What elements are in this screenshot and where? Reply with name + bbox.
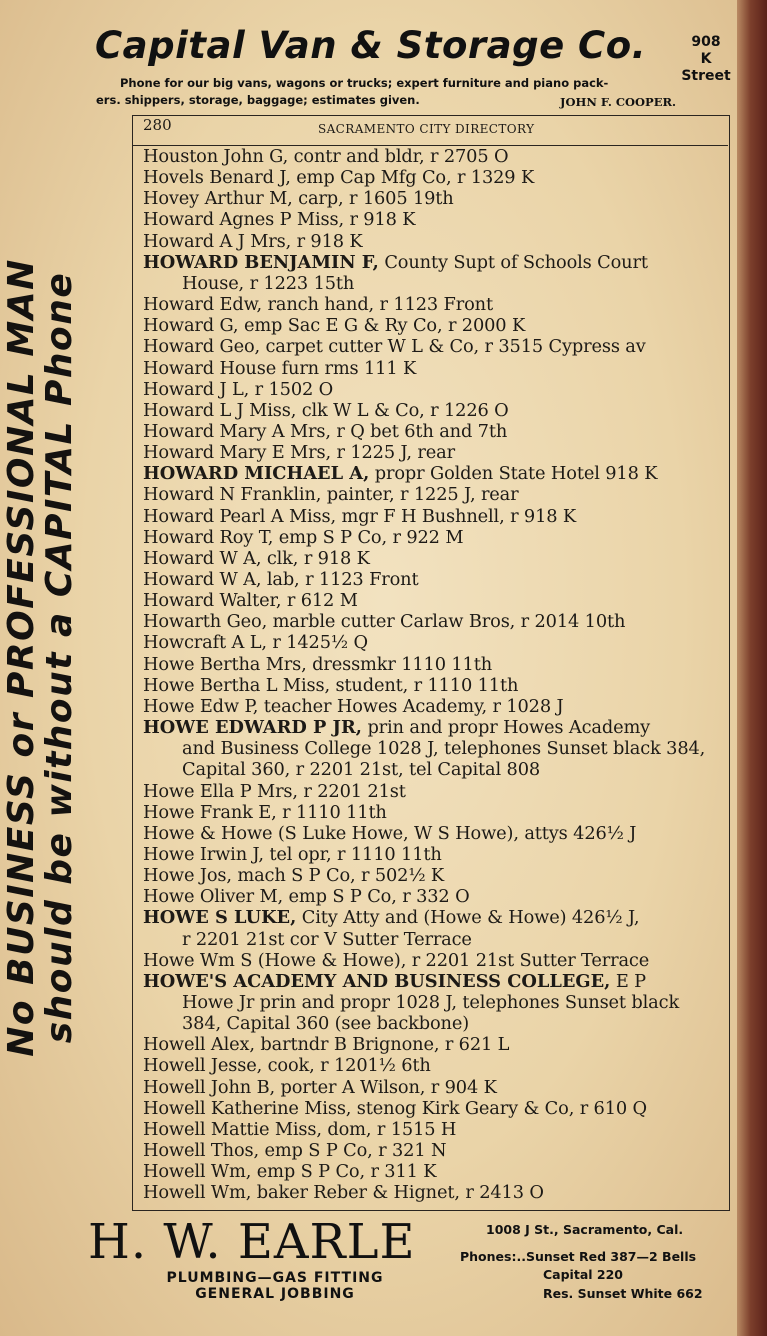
directory-entry [143, 252, 648, 273]
directory-entry [143, 781, 406, 802]
directory-entry [143, 802, 387, 823]
side-ad-line-1: No BUSINESS or PROFESSIONAL MAN [1, 258, 42, 1057]
directory-entry [182, 992, 679, 1013]
entry-name-bold: HOWE EDWARD P JR, [143, 717, 362, 739]
entry-text: Howard W A, clk, r 918 K [143, 547, 370, 569]
entry-text: Howard L J Miss, clk W L & Co, r 1226 O [143, 399, 509, 421]
entry-text: Howe Ella P Mrs, r 2201 21st [143, 780, 406, 802]
ad-address [676, 34, 736, 85]
entry-name-bold: HOWARD BENJAMIN F, [143, 251, 379, 273]
running-header: SACRAMENTO CITY DIRECTORY [318, 122, 535, 136]
bottom-ad-service-1: PLUMBING—GAS FITTING [166, 1270, 384, 1286]
bottom-ad-phones: Phones:..Sunset Red 387—2 Bells [460, 1249, 697, 1264]
entry-text: Houston John G, contr and bldr, r 2705 O [143, 146, 509, 167]
bottom-ad-service-2: GENERAL JOBBING [195, 1286, 355, 1302]
directory-entry [182, 1013, 469, 1034]
directory-entry [143, 400, 509, 421]
ad-text-line-2: ers. shippers, storage, baggage; estimates given. [96, 93, 420, 107]
directory-entry [182, 759, 540, 780]
entry-text: Howard Geo, carpet cutter W L & Co, r 3515 Cypress av [143, 336, 646, 358]
bottom-ad-capital: Capital 220 [543, 1267, 623, 1282]
directory-entry [143, 1098, 647, 1119]
directory-entry [143, 844, 442, 865]
directory-entry [143, 146, 508, 167]
entry-name-bold: HOWARD MICHAEL A, [143, 463, 370, 485]
directory-entry [143, 654, 492, 675]
entry-text: 384, Capital 360 (see backbone) [182, 1013, 470, 1035]
entry-text: Howell Jesse, cook, r 1201½ 6th [143, 1055, 431, 1077]
entry-text: Howe Wm S (Howe & Howe), r 2201 21st Sutter Terrace [143, 949, 650, 971]
ad-address-street: K Street [681, 51, 731, 84]
entry-text: Howell Wm, baker Reber & Hignet, r 2413 O [143, 1182, 544, 1204]
entry-text: Howell Wm, emp S P Co, r 311 K [143, 1161, 437, 1183]
entry-text: propr Golden State Hotel 918 K [369, 463, 658, 485]
directory-entry [143, 1055, 431, 1076]
directory-entry [182, 738, 705, 759]
directory-entry [182, 273, 354, 294]
page-number: 280 [143, 116, 172, 134]
entry-text: House, r 1223 15th [182, 272, 355, 294]
directory-entry [143, 696, 563, 717]
entry-text: City Atty and (Howe & Howe) 426½ J, [296, 907, 640, 929]
top-advertisement [0, 0, 767, 115]
side-advertisement [0, 115, 78, 1200]
ad-text-line-1: Phone for our big vans, wagons or trucks; expert furniture and piano pack- [120, 76, 609, 90]
directory-entry [143, 907, 639, 928]
entry-text: and Business College 1028 J, telephones Sunset black 384, [182, 738, 706, 760]
directory-entry [143, 717, 650, 738]
directory-entry [143, 971, 646, 992]
entry-text: Howard A J Mrs, r 918 K [143, 230, 363, 252]
directory-entry [143, 865, 444, 886]
directory-entry [143, 484, 518, 505]
directory-entry [143, 1140, 446, 1161]
directory-entry [143, 294, 493, 315]
directory-entry [143, 188, 454, 209]
entry-text: Howell Katherine Miss, stenog Kirk Geary & Co, r 610 Q [143, 1097, 647, 1119]
directory-entry [143, 950, 649, 971]
entry-text: r 2201 21st cor V Sutter Terrace [182, 928, 472, 950]
entry-text: Hovey Arthur M, carp, r 1605 19th [143, 188, 454, 210]
entry-text: Howe Jr prin and propr 1028 J, telephones Sunset black [182, 992, 680, 1013]
entry-text: Howe Frank E, r 1110 11th [143, 801, 387, 823]
directory-entry [182, 929, 472, 950]
entry-text: Howard Roy T, emp S P Co, r 922 M [143, 526, 464, 548]
entry-text: Hovels Benard J, emp Cap Mfg Co, r 1329 K [143, 167, 535, 189]
directory-entry [143, 421, 507, 442]
directory-entry [143, 1034, 509, 1055]
directory-entry [143, 336, 646, 357]
entry-text: Howell Thos, emp S P Co, r 321 N [143, 1140, 447, 1162]
directory-entry [143, 1077, 497, 1098]
entry-text: Howe & Howe (S Luke Howe, W S Howe), attys 426½ J [143, 822, 637, 844]
entry-text: Howell Alex, bartndr B Brignone, r 621 L [143, 1034, 510, 1056]
directory-entry [143, 886, 470, 907]
directory-entry [143, 611, 625, 632]
entry-text: Howard J L, r 1502 O [143, 378, 334, 400]
entry-text: Howard Edw, ranch hand, r 1123 Front [143, 294, 493, 316]
entry-text: Howe Oliver M, emp S P Co, r 332 O [143, 886, 470, 908]
bottom-ad-name: H. W. EARLE [88, 1214, 416, 1270]
directory-entry [143, 527, 463, 548]
ad-proprietor: JOHN F. COOPER. [560, 95, 677, 109]
entry-text: Howe Bertha Mrs, dressmkr 1110 11th [143, 653, 493, 675]
ad-address-number: 908 [691, 34, 721, 50]
directory-entry [143, 167, 534, 188]
directory-entry [143, 358, 416, 379]
entry-text: Howard G, emp Sac E G & Ry Co, r 2000 K [143, 315, 526, 337]
entry-text: Howard N Franklin, painter, r 1225 J, rear [143, 484, 519, 506]
directory-entry [143, 632, 368, 653]
directory-entry [143, 231, 363, 252]
directory-entry [143, 590, 358, 611]
entry-text: E P [610, 970, 646, 992]
directory-entry [143, 379, 333, 400]
entry-text: Howard Mary A Mrs, r Q bet 6th and 7th [143, 420, 508, 442]
entry-text: Howard Walter, r 612 M [143, 590, 358, 612]
entry-text: Howe Jos, mach S P Co, r 502½ K [143, 865, 445, 887]
entry-text: Howard W A, lab, r 1123 Front [143, 569, 419, 590]
entry-text: Howe Bertha L Miss, student, r 1110 11th [143, 674, 519, 696]
directory-entry [143, 463, 657, 484]
directory-entry [143, 442, 455, 463]
entry-text: Howell John B, porter A Wilson, r 904 K [143, 1076, 497, 1098]
directory-entry [143, 1119, 456, 1140]
entry-text: Capital 360, r 2201 21st, tel Capital 808 [182, 759, 541, 781]
ad-company-name: Capital Van & Storage Co. [95, 24, 647, 67]
entry-text: Howard Agnes P Miss, r 918 K [143, 209, 416, 231]
directory-entry [143, 209, 415, 230]
directory-entry [143, 315, 525, 336]
entry-text: Howard House furn rms 111 K [143, 357, 417, 379]
directory-entry [143, 823, 636, 844]
bottom-ad-residence: Res. Sunset White 662 [543, 1286, 703, 1301]
entry-name-bold: HOWE S LUKE, [143, 907, 297, 929]
directory-entry [143, 569, 418, 590]
directory-entry [143, 1161, 436, 1182]
directory-entry [143, 1182, 544, 1203]
book-spine [737, 0, 767, 1336]
side-ad-line-2: should be without a CAPITAL Phone [39, 271, 80, 1044]
directory-entry [143, 548, 370, 569]
entry-text: Howe Edw P, teacher Howes Academy, r 1028 J [143, 695, 564, 717]
entry-text: Howell Mattie Miss, dom, r 1515 H [143, 1118, 457, 1140]
bottom-ad-address: 1008 J St., Sacramento, Cal. [486, 1222, 684, 1237]
entry-name-bold: HOWE'S ACADEMY AND BUSINESS COLLEGE, [143, 970, 611, 992]
entry-text: Howcraft A L, r 1425½ Q [143, 632, 368, 654]
entry-text: Howarth Geo, marble cutter Carlaw Bros, r 2014 10th [143, 611, 626, 633]
entry-text: prin and propr Howes Academy [361, 717, 651, 739]
directory-entry [143, 506, 576, 527]
entry-text: Howe Irwin J, tel opr, r 1110 11th [143, 843, 442, 865]
directory-entry [143, 675, 518, 696]
entry-text: Howard Mary E Mrs, r 1225 J, rear [143, 442, 455, 464]
entry-text: Howard Pearl A Miss, mgr F H Bushnell, r 918 K [143, 505, 577, 527]
entry-text: County Supt of Schools Court [378, 251, 648, 273]
